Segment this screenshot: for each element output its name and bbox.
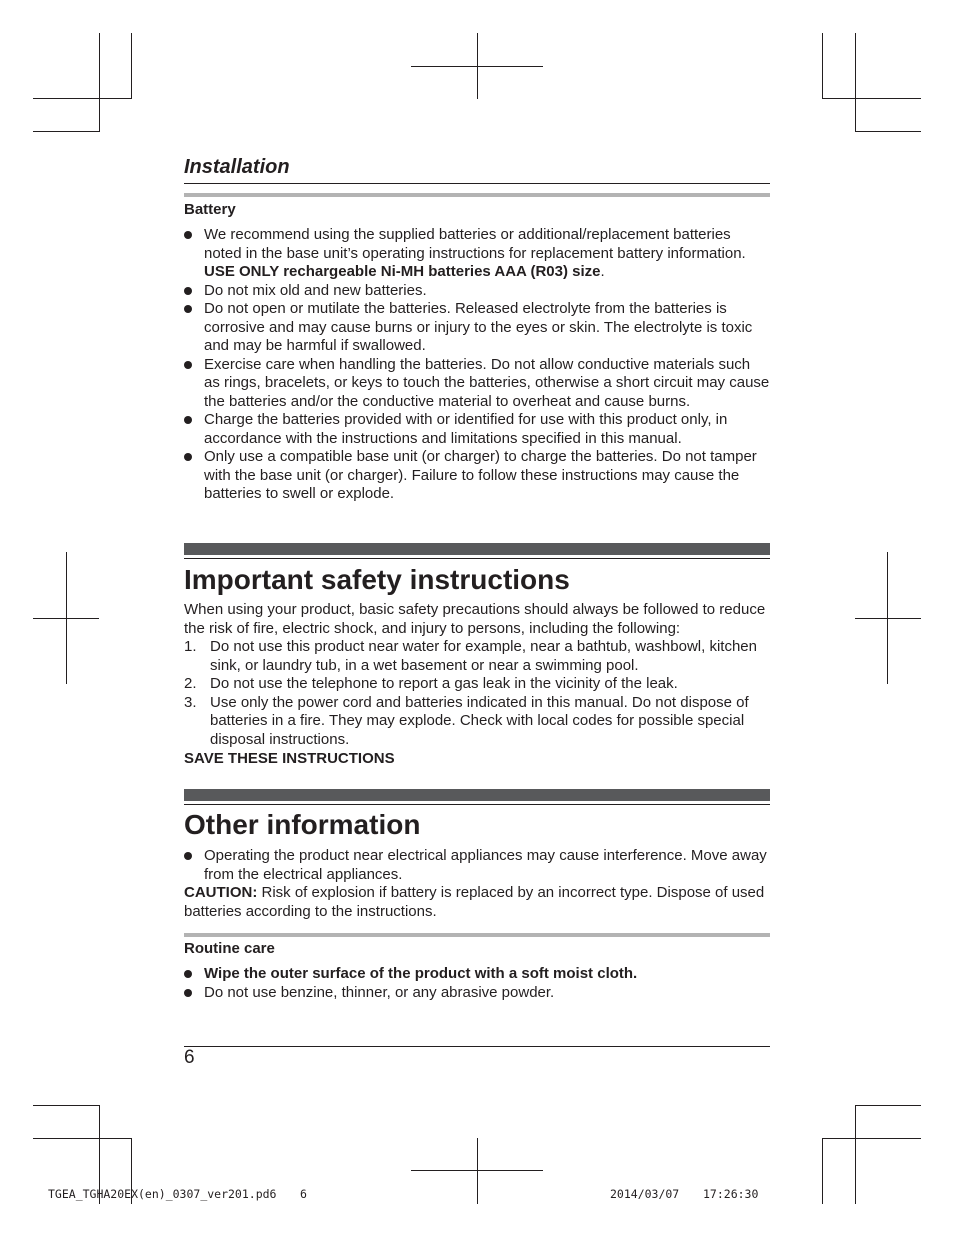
list-item: We recommend using the supplied batteries or additional/replacement batteries noted in the base unit’s operating instructions for replacement battery information. USE ONLY rechargeable Ni-MH batteries AAA (R03) size.	[184, 226, 770, 282]
battery-heading: Battery	[184, 201, 236, 218]
caution-text: CAUTION: Risk of explosion if battery is replaced by an incorrect type. Dispose of used batteries according to the instructions.	[184, 884, 765, 920]
routine-heading: Routine care	[184, 940, 275, 957]
footer-rule	[184, 1046, 770, 1047]
bullet-icon	[184, 287, 192, 295]
list-item: Wipe the outer surface of the product with a soft moist cloth.	[184, 965, 770, 984]
battery-rule	[184, 193, 770, 197]
list-item: Do not open or mutilate the batteries. Released electrolyte from the batteries is corrosive and may cause burns or injury to the eyes or skin. The electrolyte is toxic and may be harmful if swallowed.	[184, 300, 770, 356]
list-item: Exercise care when handling the batteries. Do not allow conductive materials such as rings, bracelets, or keys to touch the batteries, otherwise a short circuit may cause the batteries and/or the conductive material to overheat and cause burns.	[184, 356, 770, 412]
list-item: 2. Do not use the telephone to report a gas leak in the vicinity of the leak.	[184, 675, 678, 692]
bullet-icon	[184, 305, 192, 313]
other-band	[184, 789, 770, 801]
routine-list	[184, 965, 770, 1002]
safety-rule	[184, 558, 770, 559]
other-title: Other information	[184, 809, 421, 840]
footer-time: 17:26:30	[703, 1187, 759, 1201]
bullet-icon	[184, 453, 192, 461]
list-item: 1. Do not use this product near water for example, near a bathtub, washbowl, kitchen sink, or laundry tub, in a wet basement or near a swimming pool.	[184, 638, 757, 674]
save-instructions: SAVE THESE INSTRUCTIONS	[184, 750, 395, 767]
footer-filename: TGEA_TGHA20EX(en)_0307_ver201.pd6	[48, 1187, 277, 1201]
safety-band	[184, 543, 770, 555]
routine-rule	[184, 933, 770, 937]
bullet-icon	[184, 361, 192, 369]
list-item: Charge the batteries provided with or identified for use with this product only, in accordance with the instructions and limitations specified in this manual.	[184, 411, 770, 448]
bullet-icon	[184, 416, 192, 424]
section-header: Installation	[184, 156, 290, 178]
battery-list	[184, 226, 770, 504]
list-item: Do not mix old and new batteries.	[184, 282, 770, 301]
footer-date: 2014/03/07	[610, 1187, 680, 1201]
other-rule	[184, 804, 770, 805]
page-number: 6	[184, 1047, 195, 1068]
bullet-icon	[184, 989, 192, 997]
header-rule	[184, 183, 770, 184]
list-item: Do not use benzine, thinner, or any abrasive powder.	[184, 984, 770, 1003]
bullet-icon	[184, 231, 192, 239]
bullet-icon	[184, 852, 192, 860]
safety-title: Important safety instructions	[184, 564, 570, 595]
safety-intro: When using your product, basic safety precautions should always be followed to reduce the risk of fire, electric shock, and injury to persons, including the following:	[184, 601, 766, 637]
safety-list	[184, 638, 770, 749]
footer-page: 6	[300, 1187, 307, 1201]
other-list	[184, 847, 770, 884]
list-item: Only use a compatible base unit (or charger) to charge the batteries. Do not tamper with the base unit (or charger). Failure to follow these instructions may cause the batteries to swell or explode.	[184, 448, 770, 504]
list-item: Operating the product near electrical appliances may cause interference. Move away from the electrical appliances.	[184, 847, 770, 884]
bullet-icon	[184, 970, 192, 978]
list-item: 3. Use only the power cord and batteries indicated in this manual. Do not dispose of batteries in a fire. They may explode. Check with local codes for possible special disposal instructions.	[184, 693, 749, 748]
